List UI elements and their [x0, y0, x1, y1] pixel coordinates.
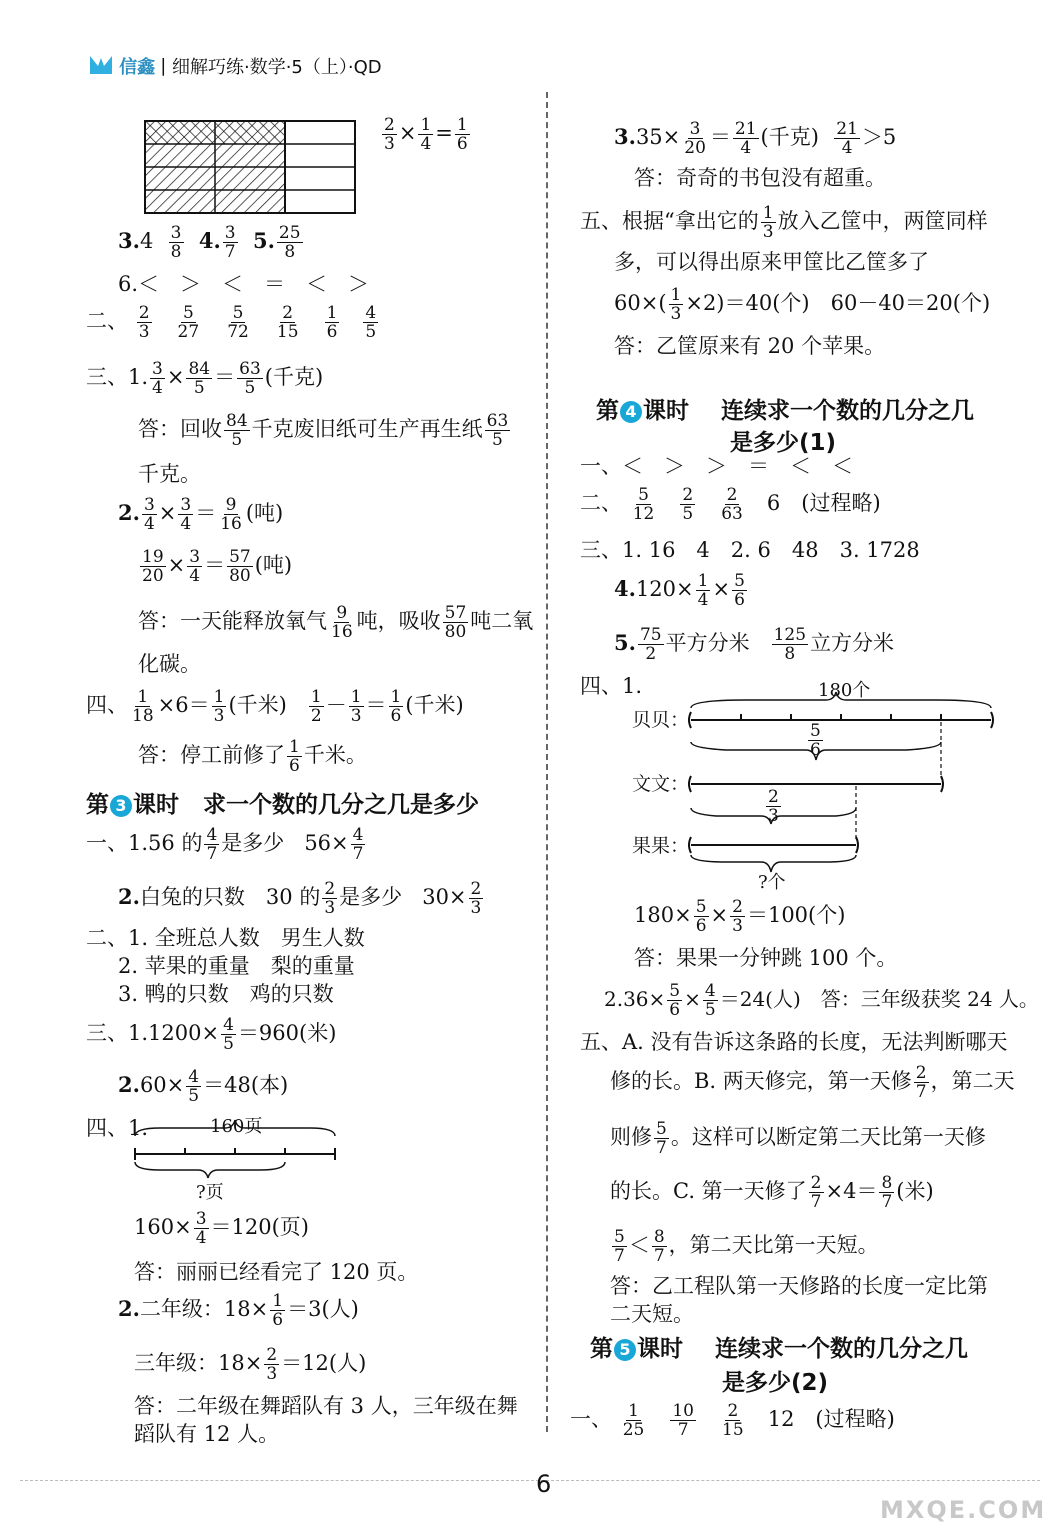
- r-san: 三、1. 16 4 2. 6 48 3. 1728: [580, 538, 920, 562]
- r-wu-e: $\frac{5}{7}$ ＜ $\frac{8}{7}$ ，第二天比第一天短。: [614, 1227, 879, 1266]
- l3-san-1: 三、1.1200× $\frac{4}{5}$ ＝960(米): [86, 1015, 337, 1054]
- r-wu-b: 修的长。B. 两天修完，第一天修 $\frac{2}{7}$ ，第二天: [610, 1063, 1015, 1102]
- column-divider: [546, 92, 548, 1432]
- diagram-total-180: 180个: [818, 680, 871, 701]
- grid-equation: $\frac{2}{3}$ × $\frac{1}{4}$ = $\frac{1}{6}$: [384, 115, 468, 154]
- section-san-1: 三、1. $\frac{3}{4}$ × $\frac{84}{5}$ ＝ $\frac{63}{5}$ (千克): [86, 359, 324, 398]
- r-yi: 一、＜ ＞ ＞ ＝ ＜ ＜: [580, 454, 853, 478]
- fraction-grid-figure: [144, 120, 356, 220]
- footer-line: [20, 1480, 1040, 1481]
- l3-yi-1: 一、1.56 的 $\frac{4}{7}$ 是多少 56× $\frac{4}{7}$: [86, 825, 364, 864]
- diagram-question-label: ?页: [196, 1182, 224, 1203]
- lesson-5-heading-2: 是多少(2): [722, 1370, 829, 1396]
- l3-si-eq: 160× $\frac{3}{4}$ ＝120(页): [134, 1209, 309, 1248]
- l3-yi-2: 2.白兔的只数 30 的 $\frac{2}{3}$ 是多少 30× $\frac{2}{3}$: [118, 879, 482, 918]
- r-si-eq: 180× $\frac{5}{6}$ × $\frac{2}{3}$ ＝100(个): [634, 897, 846, 936]
- r-3-answer: 答：奇奇的书包没有超重。: [634, 166, 886, 190]
- section-si: 四、 $\frac{1}{18}$ ×6＝ $\frac{1}{3}$ (千米) $\frac{1}{2}$ － $\frac{1}{3}$ ＝ $\frac{1}{6}$ (千米): [86, 687, 464, 726]
- diagram-label-guoguo: 果果：: [632, 835, 690, 857]
- r-si-label: 四、1.: [580, 674, 643, 698]
- lesson-5-heading: 第 5 课时 连续求一个数的几分之几: [590, 1336, 969, 1362]
- header: 信鑫 | 细解巧练·数学·5（上）·QD: [88, 52, 382, 80]
- si-answer: 答：停工前修了 $\frac{1}{6}$ 千米。: [138, 737, 367, 776]
- l3-si-2-answer-2: 蹈队有 12 人。: [134, 1422, 280, 1446]
- r-lesson5-yi: 一、 $\frac{1}{25}$ $\frac{10}{7}$ $\frac{2}{15}$ 12 (过程略): [570, 1401, 895, 1440]
- brand-name: 信鑫: [119, 57, 156, 78]
- lesson-4-heading-2: 是多少(1): [730, 430, 837, 456]
- section-san-2b: $\frac{19}{20}$ × $\frac{3}{4}$ ＝ $\frac{57}{80}$ (吨): [142, 547, 293, 586]
- l3-si-answer: 答：丽丽已经看完了 120 页。: [134, 1260, 419, 1284]
- answer-line-6: 6.＜ ＞ ＜ ＝ ＜ ＞: [118, 272, 370, 296]
- l3-si-2: 2.二年级：18× $\frac{1}{6}$ ＝3(人): [118, 1291, 359, 1330]
- diagram-label-wenwen: 文文：: [632, 773, 690, 795]
- r-wu-eq: 60×( $\frac{1}{3}$ ×2)＝40(个) 60－40＝20(个): [614, 285, 991, 324]
- r-3: 3.35× $\frac{3}{20}$ ＝ $\frac{21}{4}$ (千克) $\frac{21}{4}$ ＞5: [614, 119, 897, 158]
- l3-si-label: 四、1.: [86, 1116, 149, 1140]
- r-wu-d: 的长。C. 第一天修了 $\frac{2}{7}$ ×4＝ $\frac{8}{7}$ (米): [610, 1173, 934, 1212]
- r-wu-1: 五、根据“拿出它的 $\frac{1}{3}$ 放入乙筐中，两筐同样: [580, 203, 988, 242]
- diagram-frac-2-3: $\frac{2}{3}$: [768, 787, 779, 826]
- watermark: MXQE.COM: [880, 1496, 1047, 1524]
- san-2-answer-cont: 化碳。: [138, 652, 201, 676]
- l3-si-2b: 三年级：18× $\frac{2}{3}$ ＝12(人): [134, 1345, 367, 1384]
- l3-er-2: 2. 苹果的重量 梨的重量: [118, 954, 355, 978]
- r-si-2: 2.36× $\frac{5}{6}$ × $\frac{4}{5}$ ＝24(人) 答：三年级获奖 24 人。: [604, 981, 1039, 1020]
- diagram-label-beibei: 贝贝：: [632, 709, 690, 731]
- r-wu-a: 五、A. 没有告诉这条路的长度，无法判断哪天: [580, 1030, 1008, 1054]
- san-1-answer-cont: 千克。: [138, 462, 201, 486]
- skip-rope-diagram: [686, 690, 996, 884]
- lesson-4-heading: 第 4 课时 连续求一个数的几分之几: [596, 398, 975, 424]
- brand-logo-icon: [88, 52, 114, 80]
- r-san-4: 4.120× $\frac{1}{4}$ × $\frac{5}{6}$: [614, 571, 745, 610]
- r-er: 二、 $\frac{5}{12}$ $\frac{2}{5}$ $\frac{2}{63}$ 6 (过程略): [580, 485, 881, 524]
- l3-er-3: 3. 鸭的只数 鸡的只数: [118, 982, 334, 1006]
- r-wu-answer: 答：乙筐原来有 20 个苹果。: [614, 334, 886, 358]
- page-number: 6: [536, 1470, 552, 1498]
- diagram-question: ?个: [758, 872, 786, 893]
- r-san-5: 5. $\frac{75}{2}$ 平方分米 $\frac{125}{8}$ 立方分米: [614, 625, 895, 664]
- section-san-2: 2. $\frac{3}{4}$ × $\frac{3}{4}$ ＝ $\frac{9}{16}$ (吨): [118, 495, 284, 534]
- diagram-total-label: 160页: [210, 1116, 263, 1137]
- lesson-3-heading: 第 3 课时 求一个数的几分之几是多少: [86, 792, 480, 818]
- r-wu-2: 多，可以得出原来甲筐比乙筐多了: [614, 250, 929, 274]
- san-2-answer: 答：一天能释放氧气 $\frac{9}{16}$ 吨，吸收 $\frac{57}{80}$ 吨二氧: [138, 603, 534, 642]
- r-wu-c: 则修 $\frac{5}{7}$ 。这样可以断定第二天比第一天修: [610, 1119, 986, 1158]
- r-wu-answer-2: 二天短。: [610, 1302, 694, 1326]
- answer-line-3-4-5: 3.4 $\frac{3}{8}$ 4. $\frac{3}{7}$ 5. $\frac{25}{8}$: [118, 223, 301, 262]
- l3-san-2: 2.60× $\frac{4}{5}$ ＝48(本): [118, 1067, 289, 1106]
- l3-er-1: 二、1. 全班总人数 男生人数: [86, 926, 365, 950]
- r-si-answer: 答：果果一分钟跳 100 个。: [634, 946, 898, 970]
- san-1-answer: 答：回收 $\frac{84}{5}$ 千克废旧纸可生产再生纸 $\frac{63}{5}$: [138, 411, 509, 450]
- r-wu-answer-1: 答：乙工程队第一天修路的长度一定比第: [610, 1274, 988, 1298]
- l3-si-2-answer-1: 答：二年级在舞蹈队有 3 人，三年级在舞: [134, 1394, 518, 1418]
- diagram-frac-5-6: $\frac{5}{6}$: [810, 721, 821, 760]
- section-er: 二、 $\frac{2}{3}$ $\frac{5}{27}$ $\frac{5}{72}$ $\frac{2}{15}$ $\frac{1}{6}$ $\frac{4}{5}$: [86, 303, 377, 342]
- book-title: 细解巧练·数学·5（上）·QD: [171, 57, 382, 78]
